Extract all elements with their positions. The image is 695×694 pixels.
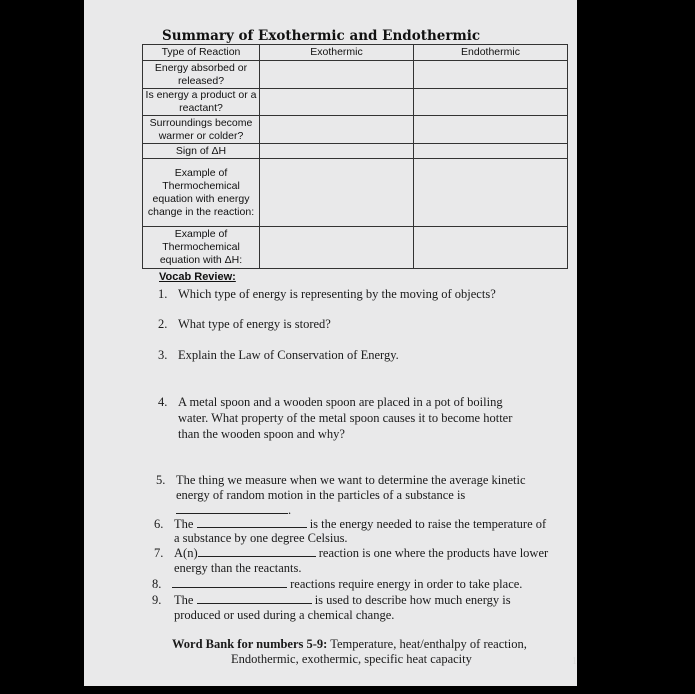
question-text: energy than the reactants.	[174, 561, 302, 575]
word-bank-line-1	[172, 637, 527, 652]
exothermic-cell[interactable]	[260, 227, 414, 269]
question-text: than the wooden spoon and why?	[178, 427, 345, 441]
exothermic-cell[interactable]	[260, 116, 414, 144]
question-number: 6.	[154, 517, 164, 531]
question-number: 5.	[156, 473, 166, 487]
table-row	[143, 227, 568, 269]
question-number: 7.	[154, 546, 164, 560]
table-row	[143, 159, 568, 227]
question-number: 2.	[158, 317, 168, 331]
question-text: is the energy needed to raise the temperature of	[309, 517, 547, 531]
question-text: Which type of energy is representing by the moving of objects?	[178, 287, 496, 301]
question-number: 8.	[152, 577, 162, 591]
word-bank-label: Word Bank for numbers 5-9:	[172, 637, 328, 651]
endothermic-cell[interactable]	[414, 116, 568, 144]
word-bank-line-2: Endothermic, exothermic, specific heat capacity	[231, 652, 472, 666]
header-type-of-reaction: Type of Reaction	[143, 45, 260, 61]
endothermic-cell[interactable]	[414, 144, 568, 159]
answer-blank-5[interactable]: .	[176, 503, 291, 518]
question-number: 9.	[152, 593, 162, 607]
row-label: Energy absorbed or released?	[143, 61, 260, 89]
table-row	[143, 61, 568, 89]
table-row	[143, 144, 568, 159]
question-number: 1.	[158, 287, 168, 301]
question-text: The	[174, 517, 194, 531]
row-label: Example of Thermochemical equation with ΔH:	[143, 227, 260, 269]
table-row	[143, 116, 568, 144]
exothermic-cell[interactable]	[260, 61, 414, 89]
question-text: Explain the Law of Conservation of Energy.	[178, 348, 399, 362]
question-text: A metal spoon and a wooden spoon are placed in a pot of boiling	[178, 395, 503, 409]
question-text: produced or used during a chemical change.	[174, 608, 395, 622]
question-number: 3.	[158, 348, 168, 362]
row-label: Surroundings become warmer or colder?	[143, 116, 260, 144]
exothermic-cell[interactable]	[260, 159, 414, 227]
exothermic-cell[interactable]	[260, 144, 414, 159]
answer-blank-9[interactable]	[197, 593, 312, 604]
word-bank-terms: Temperature, heat/enthalpy of reaction,	[330, 637, 527, 651]
endothermic-cell[interactable]	[414, 227, 568, 269]
answer-blank-7[interactable]	[198, 546, 316, 557]
question-text: water. What property of the metal spoon causes it to become hotter	[178, 411, 513, 425]
table-header-row	[143, 45, 568, 61]
question-text: energy of random motion in the particles of a substance is	[176, 488, 466, 502]
row-label: Sign of ΔH	[143, 144, 260, 159]
question-text: What type of energy is stored?	[178, 317, 331, 331]
vocab-review-heading: Vocab Review:	[159, 271, 236, 283]
row-label: Example of Thermochemical equation with energy change in the reaction:	[143, 159, 260, 227]
endothermic-cell[interactable]	[414, 61, 568, 89]
row-label: Is energy a product or a reactant?	[143, 89, 260, 116]
exothermic-cell[interactable]	[260, 89, 414, 116]
question-text: is used to describe how much energy is	[314, 593, 511, 607]
header-exothermic: Exothermic	[260, 45, 414, 61]
answer-blank-8[interactable]	[172, 577, 287, 588]
question-text: The	[174, 593, 194, 607]
question-text: The thing we measure when we want to determine the average kinetic	[176, 473, 526, 487]
header-endothermic: Endothermic	[414, 45, 568, 61]
endothermic-cell[interactable]	[414, 159, 568, 227]
question-text: reaction is one where the products have lower	[318, 546, 549, 560]
page-number: 1	[572, 656, 577, 667]
question-text: A(n)	[174, 546, 198, 560]
answer-blank-6[interactable]	[197, 517, 307, 528]
worksheet-page	[84, 0, 577, 686]
question-text: reactions require energy in order to take place.	[290, 577, 523, 591]
summary-table	[142, 44, 568, 269]
table-row	[143, 89, 568, 116]
question-number: 4.	[158, 395, 168, 409]
question-text: a substance by one degree Celsius.	[174, 531, 348, 545]
endothermic-cell[interactable]	[414, 89, 568, 116]
page-title: Summary of Exothermic and Endothermic	[162, 28, 481, 44]
